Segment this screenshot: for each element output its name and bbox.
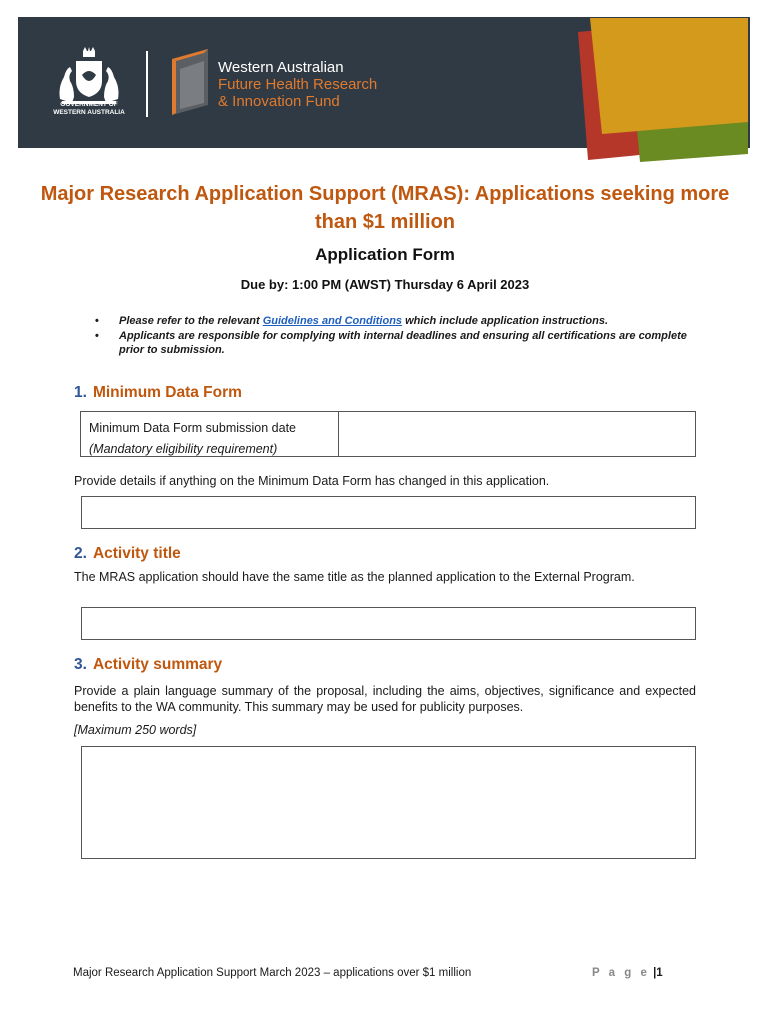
instruction-item — [95, 314, 705, 329]
fund-name-line2: Future Health Research — [218, 76, 378, 93]
due-date: Due by: 1:00 PM (AWST) Thursday 6 April 2023 — [240, 277, 530, 292]
mdf-date-label — [81, 412, 339, 456]
section-number: 1. — [74, 384, 87, 401]
page-label: P a g e — [592, 967, 650, 979]
section-title: Minimum Data Form — [92, 384, 242, 401]
mdf-date-field[interactable] — [339, 412, 695, 456]
activity-summary-field[interactable] — [81, 746, 696, 859]
mdf-details-prompt: Provide details if anything on the Minimum Data Form has changed in this application. — [74, 474, 550, 488]
guidelines-link[interactable]: Guidelines and Conditions — [262, 315, 403, 327]
instructions-list — [95, 314, 705, 358]
instruction-item — [95, 329, 705, 358]
decorative-shapes — [570, 12, 770, 182]
instruction-text: Please refer to the relevant — [119, 315, 263, 327]
section-title: Activity title — [92, 545, 181, 562]
fund-name-line3: & Innovation Fund — [218, 93, 340, 110]
instruction-text: which include application instructions. — [402, 315, 608, 327]
header-divider — [146, 51, 148, 117]
section-heading-minimum-data-form — [74, 384, 242, 402]
activity-title-prompt: The MRAS application should have the same title as the planned application to the External Program. — [74, 570, 635, 584]
word-limit-note: [Maximum 250 words] — [74, 723, 197, 737]
activity-title-field[interactable] — [81, 607, 696, 640]
fund-logo-icon — [168, 47, 212, 117]
mdf-details-field[interactable] — [81, 496, 696, 529]
page-number: 1 — [656, 967, 663, 979]
section-heading-activity-title — [74, 545, 181, 563]
form-subtitle: Application Form — [315, 245, 455, 264]
page-number-block — [592, 967, 663, 979]
section-number: 3. — [74, 656, 87, 673]
crest-text: GOVERNMENT OF WESTERN AUSTRALIA — [53, 101, 125, 116]
page-separator: | — [653, 967, 657, 979]
activity-summary-prompt: Provide a plain language summary of the proposal, including the aims, objectives, significance and expected benefits to the WA community. This summary may be used for publicity purposes. — [74, 684, 696, 714]
mdf-date-label-line1: Minimum Data Form submission date — [89, 421, 297, 435]
section-number: 2. — [74, 545, 87, 562]
page-title: Major Research Application Support (MRAS): Applications seeking more than $1 million — [40, 183, 730, 233]
instruction-text: Applicants are responsible for complying with internal deadlines and ensuring all certifications are complete prior to submission. — [119, 329, 687, 356]
footer-text: Major Research Application Support March 2023 – applications over $1 million — [73, 967, 472, 979]
minimum-data-form-table — [80, 411, 696, 457]
coat-of-arms-icon — [52, 47, 126, 137]
fund-name-line1: Western Australian — [218, 59, 344, 76]
section-title: Activity summary — [92, 656, 223, 673]
mdf-date-label-line2: (Mandatory eligibility requirement) — [89, 442, 278, 456]
section-heading-activity-summary — [74, 656, 222, 674]
